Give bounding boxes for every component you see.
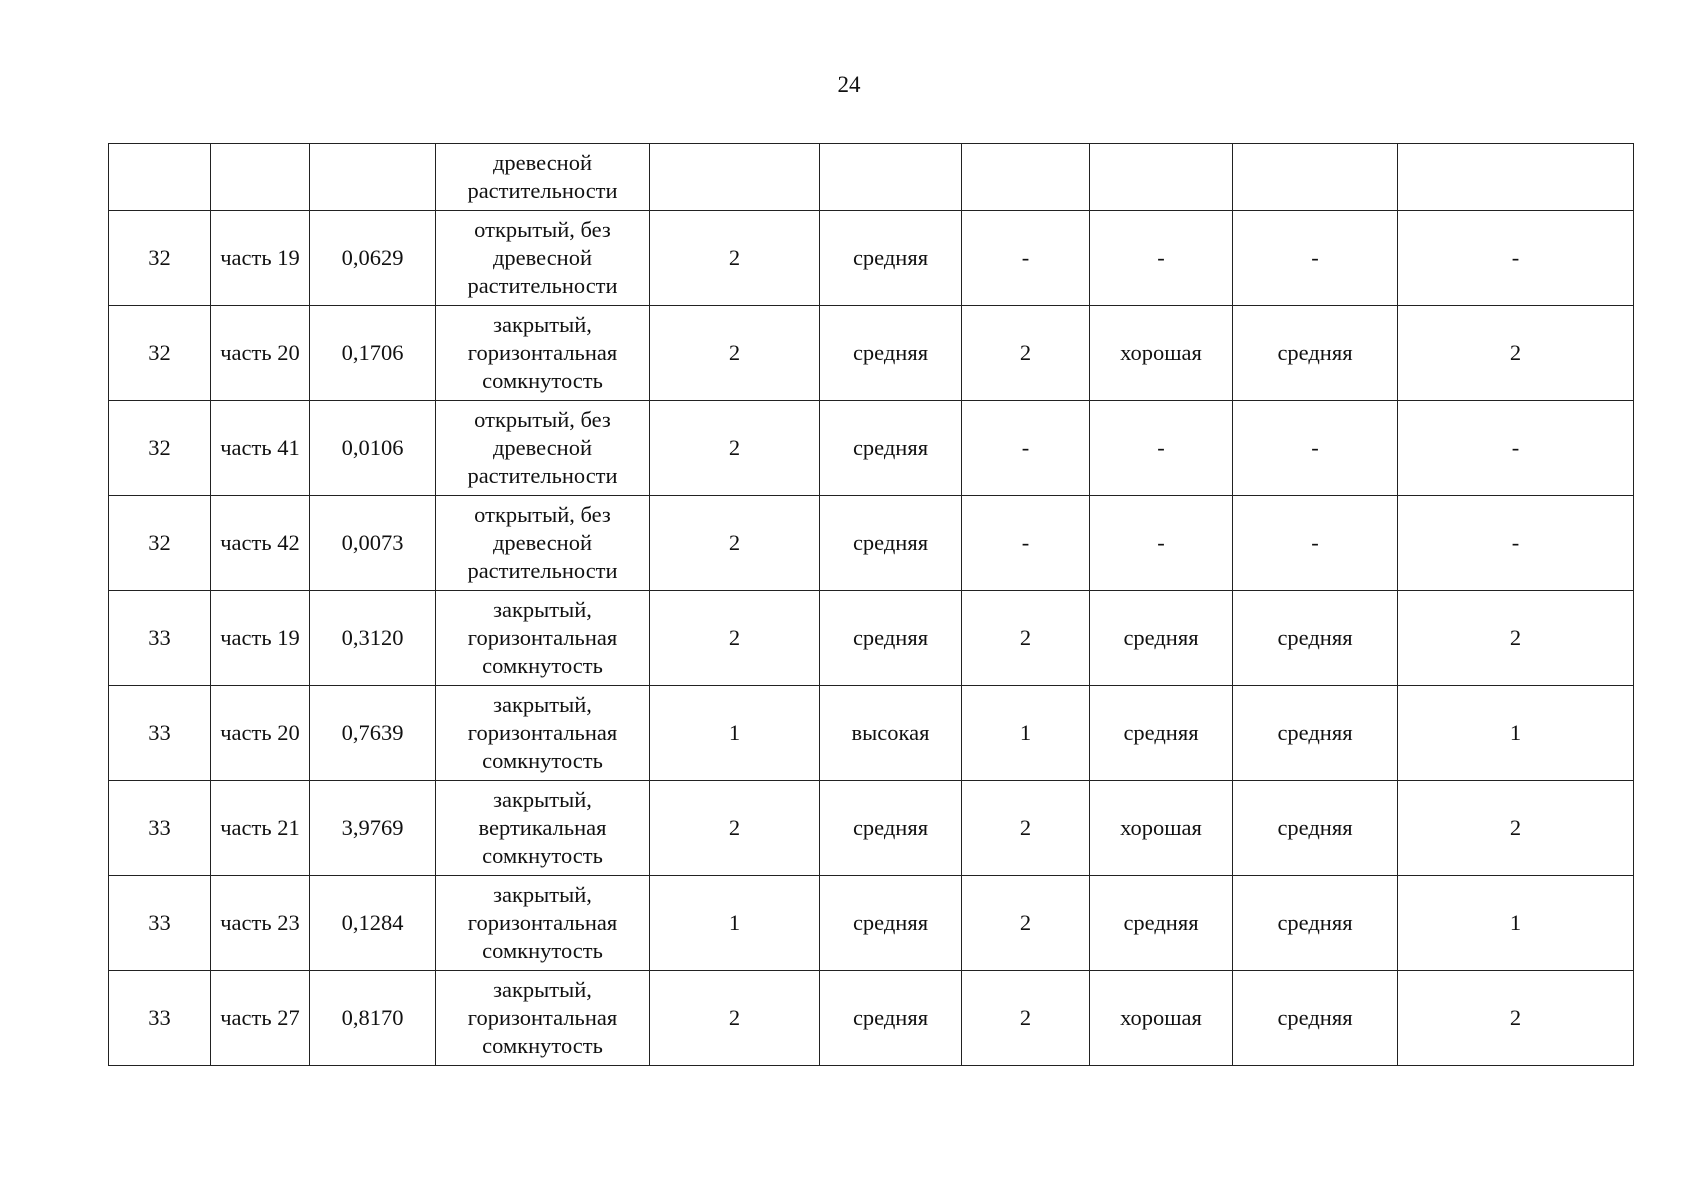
table-cell: 2 — [962, 971, 1090, 1066]
table-cell — [1398, 144, 1634, 211]
table-cell: часть 19 — [211, 591, 310, 686]
table-cell: средняя — [1090, 686, 1233, 781]
table-cell: 0,7639 — [310, 686, 436, 781]
table-cell: 1 — [1398, 876, 1634, 971]
table-cell: - — [1233, 496, 1398, 591]
table-cell: средняя — [820, 781, 962, 876]
table-cell — [650, 144, 820, 211]
table-cell: средняя — [1090, 876, 1233, 971]
table-cell: открытый, без древесной растительности — [436, 401, 650, 496]
table-cell — [109, 144, 211, 211]
table-cell: 33 — [109, 876, 211, 971]
table-row — [109, 971, 1634, 1066]
table-cell: 2 — [962, 876, 1090, 971]
table-cell: 0,1284 — [310, 876, 436, 971]
table-cell: - — [962, 211, 1090, 306]
table-cell: средняя — [1233, 971, 1398, 1066]
table-cell: закрытый, горизонтальная сомкнутость — [436, 686, 650, 781]
table-cell: - — [1398, 401, 1634, 496]
table-cell: 0,0073 — [310, 496, 436, 591]
table-cell: - — [1398, 496, 1634, 591]
table-cell: - — [962, 496, 1090, 591]
table-cell: закрытый, вертикальная сомкнутость — [436, 781, 650, 876]
table-cell: 2 — [1398, 781, 1634, 876]
table-cell: 2 — [650, 496, 820, 591]
table-cell: 0,0106 — [310, 401, 436, 496]
table-cell: средняя — [1233, 306, 1398, 401]
table-cell: 2 — [962, 306, 1090, 401]
data-table — [108, 143, 1634, 1066]
table-cell: открытый, без древесной растительности — [436, 496, 650, 591]
table-cell: древесной растительности — [436, 144, 650, 211]
table-cell: - — [962, 401, 1090, 496]
table-cell: хорошая — [1090, 306, 1233, 401]
table-cell: часть 21 — [211, 781, 310, 876]
table-cell: 32 — [109, 306, 211, 401]
table-cell: средняя — [820, 306, 962, 401]
table-cell: 0,0629 — [310, 211, 436, 306]
table-cell: 2 — [1398, 591, 1634, 686]
table-cell: хорошая — [1090, 781, 1233, 876]
table-cell: закрытый, горизонтальная сомкнутость — [436, 876, 650, 971]
table-cell: хорошая — [1090, 971, 1233, 1066]
table-cell: средняя — [1090, 591, 1233, 686]
table-cell: средняя — [820, 971, 962, 1066]
table-cell: 33 — [109, 686, 211, 781]
table-cell: средняя — [1233, 686, 1398, 781]
table-cell: 2 — [962, 781, 1090, 876]
table-cell: 2 — [650, 971, 820, 1066]
table-cell: 2 — [962, 591, 1090, 686]
table-row-continuation — [109, 144, 1634, 211]
table-cell: 32 — [109, 496, 211, 591]
table-cell: часть 20 — [211, 306, 310, 401]
table-cell: 0,3120 — [310, 591, 436, 686]
table-row — [109, 211, 1634, 306]
table-cell: закрытый, горизонтальная сомкнутость — [436, 306, 650, 401]
table-cell: - — [1090, 496, 1233, 591]
table-cell: 32 — [109, 211, 211, 306]
page-number: 24 — [837, 72, 861, 97]
table-cell: средняя — [820, 496, 962, 591]
table-cell: закрытый, горизонтальная сомкнутость — [436, 591, 650, 686]
table-cell — [310, 144, 436, 211]
table-row — [109, 306, 1634, 401]
table-cell: 3,9769 — [310, 781, 436, 876]
table-cell: 1 — [650, 686, 820, 781]
table-row — [109, 401, 1634, 496]
table-cell — [1090, 144, 1233, 211]
table-cell: 2 — [650, 306, 820, 401]
table-cell: средняя — [1233, 591, 1398, 686]
table-cell — [1233, 144, 1398, 211]
table-cell: средняя — [820, 211, 962, 306]
table-cell: высокая — [820, 686, 962, 781]
table-cell: 2 — [1398, 971, 1634, 1066]
table-cell — [211, 144, 310, 211]
table-cell: средняя — [1233, 876, 1398, 971]
table-cell: 2 — [650, 211, 820, 306]
table-cell: 0,8170 — [310, 971, 436, 1066]
table-row — [109, 591, 1634, 686]
table-row — [109, 496, 1634, 591]
table-cell: часть 41 — [211, 401, 310, 496]
table-cell: часть 42 — [211, 496, 310, 591]
table-cell: - — [1233, 401, 1398, 496]
table-cell: часть 27 — [211, 971, 310, 1066]
table-cell: 33 — [109, 781, 211, 876]
table-cell: средняя — [820, 876, 962, 971]
table-cell: - — [1398, 211, 1634, 306]
table-cell: 2 — [1398, 306, 1634, 401]
table-cell — [962, 144, 1090, 211]
table-cell: 1 — [1398, 686, 1634, 781]
table-cell: открытый, без древесной растительности — [436, 211, 650, 306]
table-cell: 33 — [109, 591, 211, 686]
table-cell: закрытый, горизонтальная сомкнутость — [436, 971, 650, 1066]
table-row — [109, 876, 1634, 971]
table-cell: часть 19 — [211, 211, 310, 306]
table-cell: - — [1090, 211, 1233, 306]
table-cell: 2 — [650, 401, 820, 496]
table-cell: часть 23 — [211, 876, 310, 971]
table-cell: 1 — [650, 876, 820, 971]
table-cell: - — [1233, 211, 1398, 306]
table-cell: средняя — [820, 401, 962, 496]
table-cell: средняя — [1233, 781, 1398, 876]
table-cell: - — [1090, 401, 1233, 496]
table-cell: средняя — [820, 591, 962, 686]
table-cell: 2 — [650, 591, 820, 686]
table-row — [109, 686, 1634, 781]
table-cell: 33 — [109, 971, 211, 1066]
table-cell — [820, 144, 962, 211]
table-row — [109, 781, 1634, 876]
table-cell: 1 — [962, 686, 1090, 781]
table-cell: 2 — [650, 781, 820, 876]
table-cell: часть 20 — [211, 686, 310, 781]
table-cell: 32 — [109, 401, 211, 496]
table-cell: 0,1706 — [310, 306, 436, 401]
